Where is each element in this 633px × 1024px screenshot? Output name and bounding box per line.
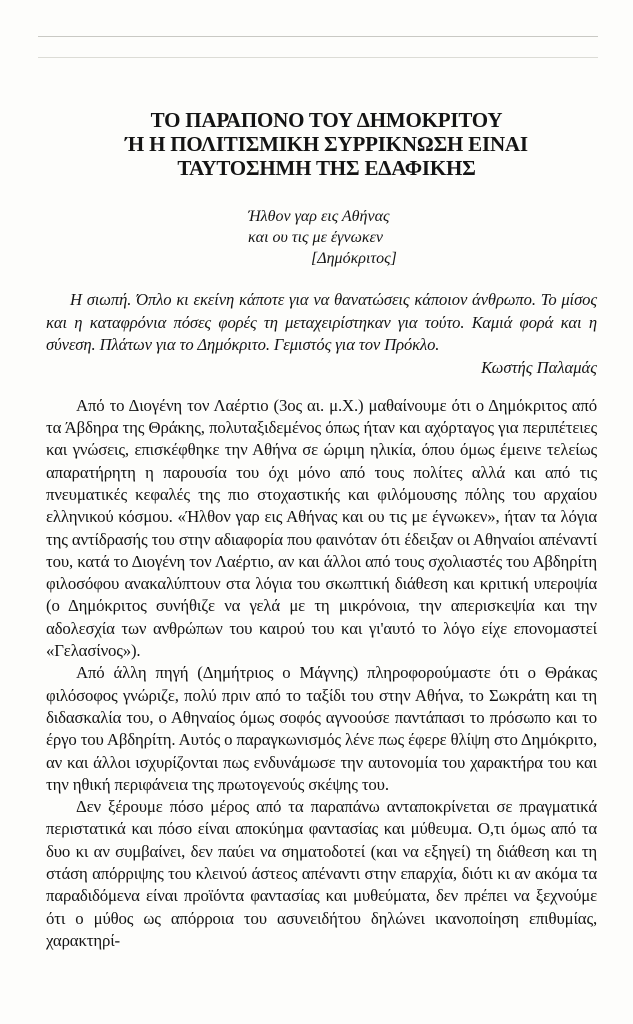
title-line-2: Ή Η ΠΟΛΙΤΙΣΜΙΚΗ ΣΥΡΡΙΚΝΩΣΗ ΕΙΝΑΙ xyxy=(125,132,528,156)
paragraph-3: Δεν ξέρουμε πόσο μέρος από τα παραπάνω ανταποκρίνεται σε πραγματικά περιστατικά και πόσο είναι αποκύημα φαντασίας και μύθευμα. Ο,τι όμως από τα δυο κι αν συμβαίνει, δεν παύει να σηματοδοτεί (και να εξηγεί) τη διάθεση και τη στάση απόρριψης του κλεινού άστεος απέναντι στην επαρχία, διότι κι αν ακόμα τα παραδιδόμενα είναι προϊόντα φαντασίας και μυθεύματα, δεν πρέπει να ξεχνούμε ότι ο μύθος ως απόρροια του ασυνειδήτου δηλώνει ικανοποίηση επιθυμίας, χαρακτηρί- xyxy=(46,797,597,950)
paragraph-1: Από το Διογένη τον Λαέρτιο (3ος αι. μ.Χ.) μαθαίνουμε ότι ο Δημόκριτος από τα Άβδηρα της Θράκης, πολυταξιδεμένος όπως ήταν και αχόρταγος για περιπέτειες και γνώσεις, επισκέφθηκε την Αθήνα σε ώριμη ηλικία, όπου όμως έμεινε τελείως απαρατήρητη η παρουσία του όχι μόνο από τους πολίτες αλλά και από τις πνευματικές κεφαλές της πιο στοχαστικής και φιλόμουσης πόλης του αρχαίου ελληνικού κόσμου. «Ήλθον γαρ εις Αθήνας και ου τις με έγνωκεν», ήταν τα λόγια της αντίδρασής του στην αδιαφορία που φαινόταν ότι έδειξαν οι Αθηναίοι απέναντί του, κατά το Διογένη τον Λαέρτιο, αν και άλλοι από τους σχολιαστές του Αβδηρίτη φιλοσόφου ανακαλύπτουν στα λόγια του σκωπτική διάθεση και κριτική υπεροψία (ο Δημόκριτος συνήθιζε να γελά με τη μικρόνοια, την απερισκεψία και την αδολεσχία των ανθρώπων του καιρού του και γι'αυτό το λόγο είχε επονομαστεί «Γελασίνος»). xyxy=(46,395,597,661)
epigraph-source: [Δημόκριτος] xyxy=(311,250,397,267)
epigraph xyxy=(248,206,597,269)
title-line-3: ΤΑΥΤΟΣΗΜΗ ΤΗΣ ΕΔΑΦΙΚΗΣ xyxy=(177,156,476,180)
chapter-title xyxy=(46,108,597,180)
motto-author: Κωστής Παλαμάς xyxy=(481,357,597,377)
epigraph-line-1: Ήλθον γαρ εις Αθήνας xyxy=(248,208,390,225)
title-line-1: ΤΟ ΠΑΡΑΠΟΝΟ ΤΟΥ ΔΗΜΟΚΡΙΤΟΥ xyxy=(150,108,503,132)
paragraph-2: Από άλλη πηγή (Δημήτριος ο Μάγνης) πληροφορούμαστε ότι ο Θράκας φιλόσοφος γνώριζε, πολύ πριν από το ταξίδι του στην Αθήνα, το Σωκράτη και τη διδασκαλία του, ο Αθηναίος όμως σοφός αγνοούσε παντάπασι το πρόσωπο και το έργο του Αβδηρίτη. Αυτός ο παραγκωνισμός λένε πως έφερε θλίψη στο Δημόκριτο, αν και άλλοι ισχυρίζονται πως ενδυνάμωσε την αυτονομία του χαρακτήρα του και την ηθική περιφάνεια της πρωτογενούς σκέψης του. xyxy=(46,663,597,794)
motto-quote: Η σιωπή. Όπλο κι εκείνη κάποτε για να θανατώσεις κάποιον άνθρωπο. Το μίσος και η καταφρόνια πόσες φορές τη μεταχειρίστηκαν για τούτο. Καμιά φορά και η σύνεση. Πλάτων για το Δημόκριτο. Γεμιστός για τον Πρόκλο. xyxy=(46,290,597,355)
body-text xyxy=(46,395,597,952)
show-through-rule xyxy=(38,57,598,58)
page-content xyxy=(46,108,597,952)
running-head-rule xyxy=(38,36,598,37)
epigraph-line-2: και ου τις με έγνωκεν xyxy=(248,229,383,246)
